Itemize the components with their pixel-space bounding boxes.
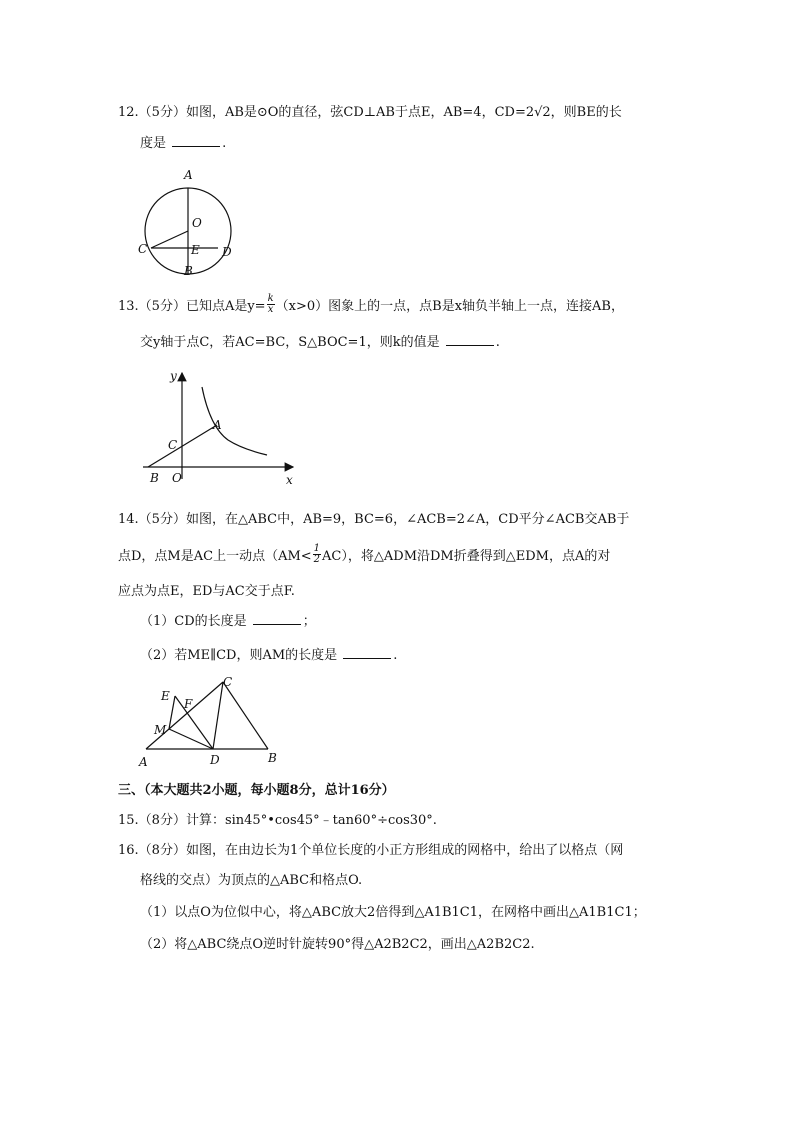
q13-answer-blank[interactable] [446, 333, 494, 346]
q14-text-line1: 14.（5分）如图，在△ABC中，AB=9，BC=6，∠ACB=2∠A，CD平分∠ACB交AB于 [118, 512, 630, 527]
q14-label-M: M [154, 723, 167, 737]
q14-label-B: B [268, 751, 277, 765]
q13-post: （x>0）图象上的一点，点B是x轴负半轴上一点，连接AB， [275, 299, 624, 314]
q14-sub1-text: （1）CD的长度是 [140, 614, 247, 629]
q13-period: . [495, 335, 500, 350]
q13-text-line2 [140, 333, 500, 352]
q14-line2-post: AC），将△ADM沿DM折叠得到△EDM，点A的对 [322, 549, 611, 564]
q14-sub1 [140, 612, 316, 631]
q14-label-D: D [210, 753, 220, 767]
q16-text-line1: 16.（8分）如图，在由边长为1个单位长度的小正方形组成的网格中，给出了以格点（网 [118, 843, 624, 858]
q12-label-D: D [222, 245, 232, 259]
q14-sub2-text: （2）若ME∥CD，则AM的长度是 [140, 648, 338, 663]
q16-sub2: （2）将△ABC绕点O逆时针旋转90°得△A2B2C2，画出△A2B2C2. [140, 937, 535, 952]
q13-graph-diagram [140, 365, 305, 485]
q16-text-line2: 格线的交点）为顶点的△ABC和格点O. [140, 873, 363, 888]
q13-pre: 13.（5分）已知点A是y= [118, 299, 266, 314]
q12-answer-blank[interactable] [172, 134, 220, 147]
q14-label-E: E [161, 689, 170, 703]
q13-fraction [267, 294, 275, 315]
q12-label-O: O [192, 216, 202, 230]
q14-frac-num: 1 [313, 543, 321, 554]
section3-heading: 三、（本大题共2小题，每小题8分，总计16分） [118, 783, 395, 798]
q14-frac-den: 2 [313, 554, 321, 565]
q13-label-O: O [172, 471, 182, 485]
q14-fraction [313, 544, 321, 565]
q12-label-B: B [184, 264, 193, 278]
q13-frac-den: x [267, 304, 274, 315]
q13-label-A: A [213, 418, 222, 432]
q13-label-C: C [168, 438, 178, 452]
q14-label-A: A [139, 755, 148, 769]
q14-label-F: F [184, 697, 193, 711]
q14-sub1-blank[interactable] [253, 612, 301, 625]
q13-line2-text: 交y轴于点C，若AC=BC，S△BOC=1，则k的值是 [140, 335, 440, 350]
q14-text-line2 [118, 543, 611, 566]
q13-label-B: B [150, 471, 159, 485]
q12-line2-text: 度是 [140, 136, 167, 151]
q14-sub1-end: ； [302, 614, 316, 629]
q12-period: . [222, 136, 227, 151]
q14-text-line3: 应点为点E，ED与AC交于点F. [118, 584, 295, 599]
q15-text: 15.（8分）计算：sin45°•cos45°﹣tan60°÷cos30°. [118, 813, 437, 828]
q14-label-C: C [223, 675, 233, 689]
q12-label-E: E [191, 243, 200, 257]
q14-sub2-blank[interactable] [343, 646, 391, 659]
q13-label-x: x [286, 473, 293, 487]
q13-frac-num: k [267, 293, 274, 304]
q12-circle-diagram [130, 165, 240, 280]
q14-line2-pre: 点D，点M是AC上一动点（AM< [118, 549, 312, 564]
q14-sub2 [140, 646, 397, 665]
q16-sub1: （1）以点O为位似中心，将△ABC放大2倍得到△A1B1C1，在网格中画出△A1B1C1； [140, 905, 646, 920]
q12-text-line1: 12.（5分）如图，AB是⊙O的直径，弦CD⊥AB于点E，AB=4，CD=2√2，则BE的长 [118, 105, 622, 120]
q12-label-A: A [184, 168, 193, 182]
q12-text-line2 [140, 134, 226, 153]
q12-label-C: C [138, 242, 148, 256]
q13-text-line1 [118, 293, 624, 316]
q14-sub2-end: . [393, 648, 398, 663]
q14-triangle-diagram [130, 672, 290, 772]
q13-label-y: y [170, 369, 177, 383]
